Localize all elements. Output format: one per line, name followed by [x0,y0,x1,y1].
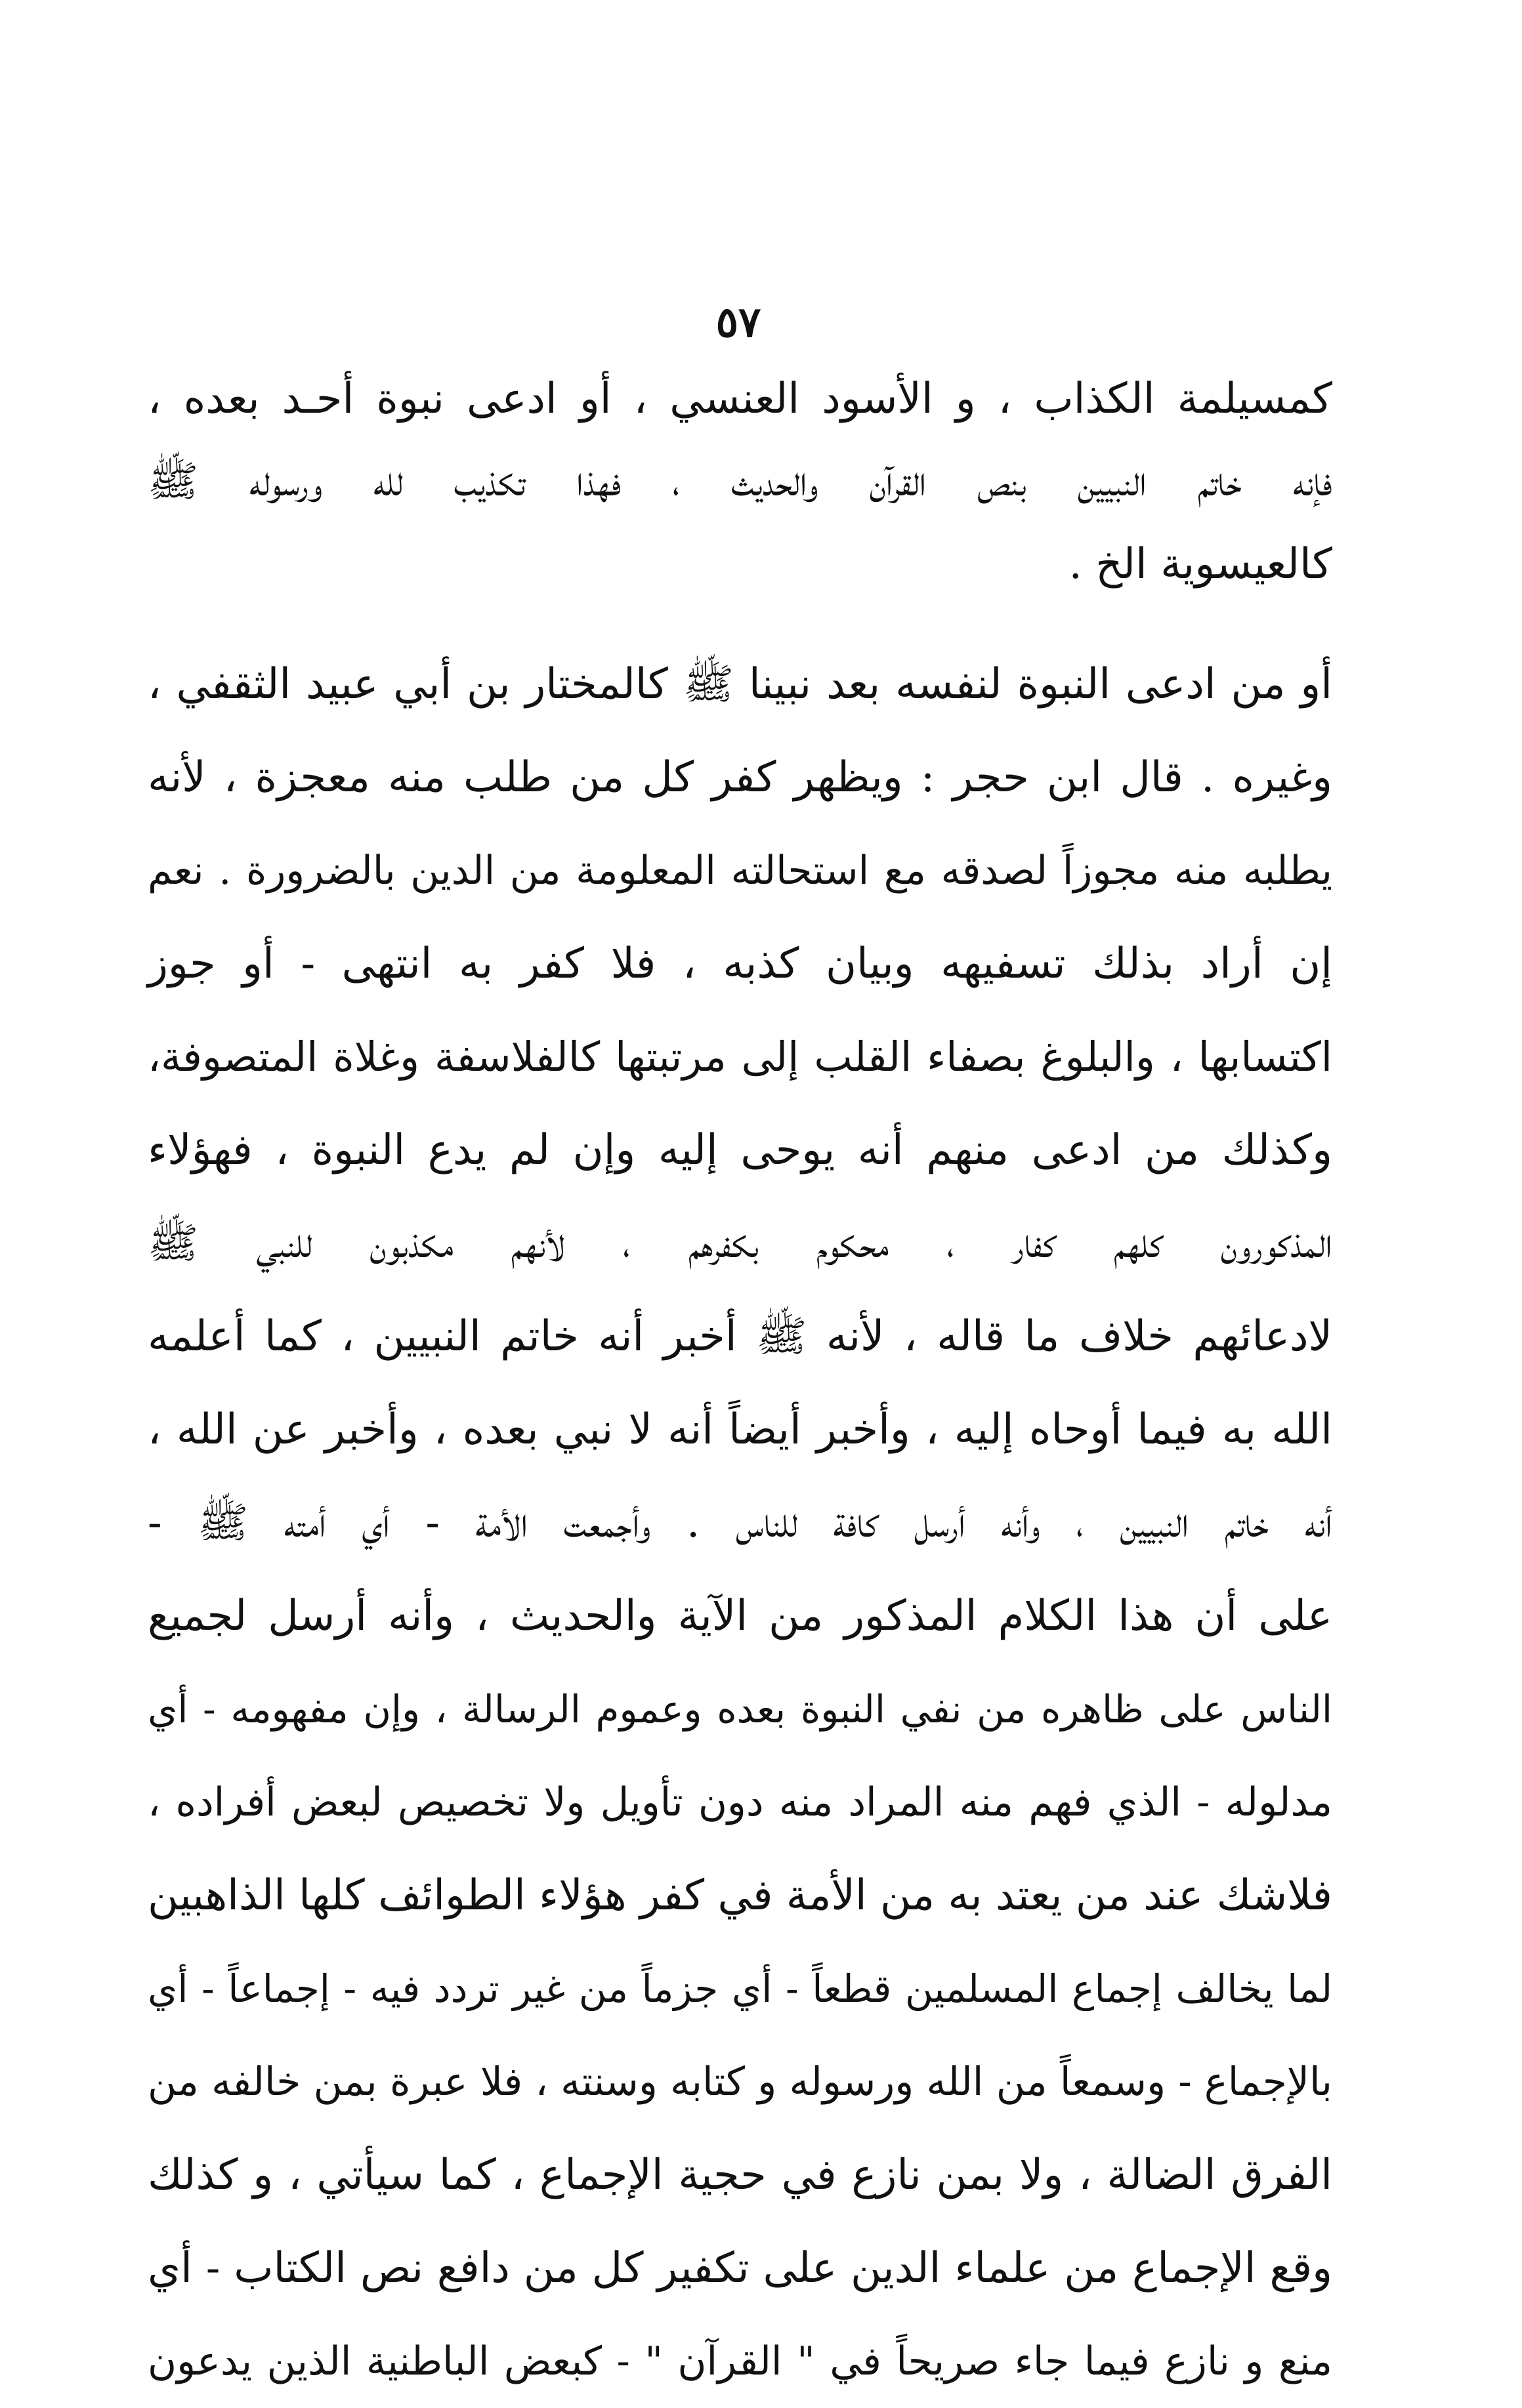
text-line: وغيره . قال ابن حجر : ويظهر كفر كل من طلب منه معجزة ، لأنه [148,753,1332,802]
text-line: منع و نازع فيما جاء صريحاً في " القرآن " - كبعض الباطنية الذين يدعون [148,2338,1332,2384]
text-line: كمسيلمة الكذاب ، و الأسود العنسي ، أو ادعى نبوة أحـد بعده ، [148,375,1332,423]
paragraph-2 [148,638,1332,2408]
text-line: لما يخالف إجماع المسلمين قطعاً - أي جزماً من غير تردد فيه - إجماعاً - أي [148,1966,1332,2011]
paragraph-1 [148,358,1332,606]
text-line: المذكورون كلهم كفار ، محكوم بكفرهم ، لأنهم مكذبون للنبي ﷺ [148,1219,1333,1268]
text-line: اكتسابها ، والبلوغ بصفاء القلب إلى مرتبتها كالفلاسفة وغلاة المتصوفة، [148,1033,1332,1081]
text-line: الناس على ظاهره من نفي النبوة بعده وعموم الرسالة ، وإن مفهومه - أي [148,1687,1332,1732]
text-line: وكذلك من ادعى منهم أنه يوحى إليه وإن لم يدع النبوة ، فهؤلاء [148,1126,1332,1174]
text-line: فلاشك عند من يعتد به من الأمة في كفر هؤلاء الطوائف كلها الذاهبين [148,1871,1333,1920]
text-line: يطلبه منه مجوزاً لصدقه مع استحالته المعلومة من الدين بالضرورة . نعم [148,848,1332,894]
text-line: بالإجماع - وسمعاً من الله ورسوله و كتابه وسنته ، فلا عبرة بمن خالفه من [148,2059,1332,2105]
text-line: وقع الإجماع من علماء الدين على تكفير كل من دافع نص الكتاب - أي [148,2244,1332,2293]
text-line: الله به فيما أوحاه إليه ، وأخبر أيضاً أنه لا نبي بعده ، وأخبر عن الله ، [148,1405,1332,1454]
page-number: ٥٧ [715,298,761,347]
text-line: أنه خاتم النبيين ، وأنه أرسل كافة للناس . وأجمعت الأمة - أي أمته ﷺ - [148,1499,1332,1547]
text-line: كالعيسوية الخ . [1068,540,1332,589]
text-line: إن أراد بذلك تسفيهه وبيان كذبه ، فلا كفر به انتهى - أو جوز [148,940,1333,988]
text-line: لادعائهم خلاف ما قاله ، لأنه ﷺ أخبر أنه خاتم النبيين ، كما أعلمه [148,1312,1333,1361]
text-line: أو من ادعى النبوة لنفسه بعد نبينا ﷺ كالمختار بن أبي عبيد الثقفي ، [148,660,1332,709]
text-line: على أن هذا الكلام المذكور من الآية والحديث ، وأنه أرسل لجميع [148,1592,1332,1640]
text-line: الفرق الضالة ، ولا بمن نازع في حجية الإجماع ، كما سيأتي ، و كذلك [148,2151,1333,2199]
text-line: فإنه خاتم النبيين بنص القرآن والحديث ، فهذا تكذيب لله ورسوله ﷺ [148,457,1332,506]
text-line: مدلوله - الذي فهم منه المراد منه دون تأويل ولا تخصيص لبعض أفراده ، [148,1779,1332,1825]
